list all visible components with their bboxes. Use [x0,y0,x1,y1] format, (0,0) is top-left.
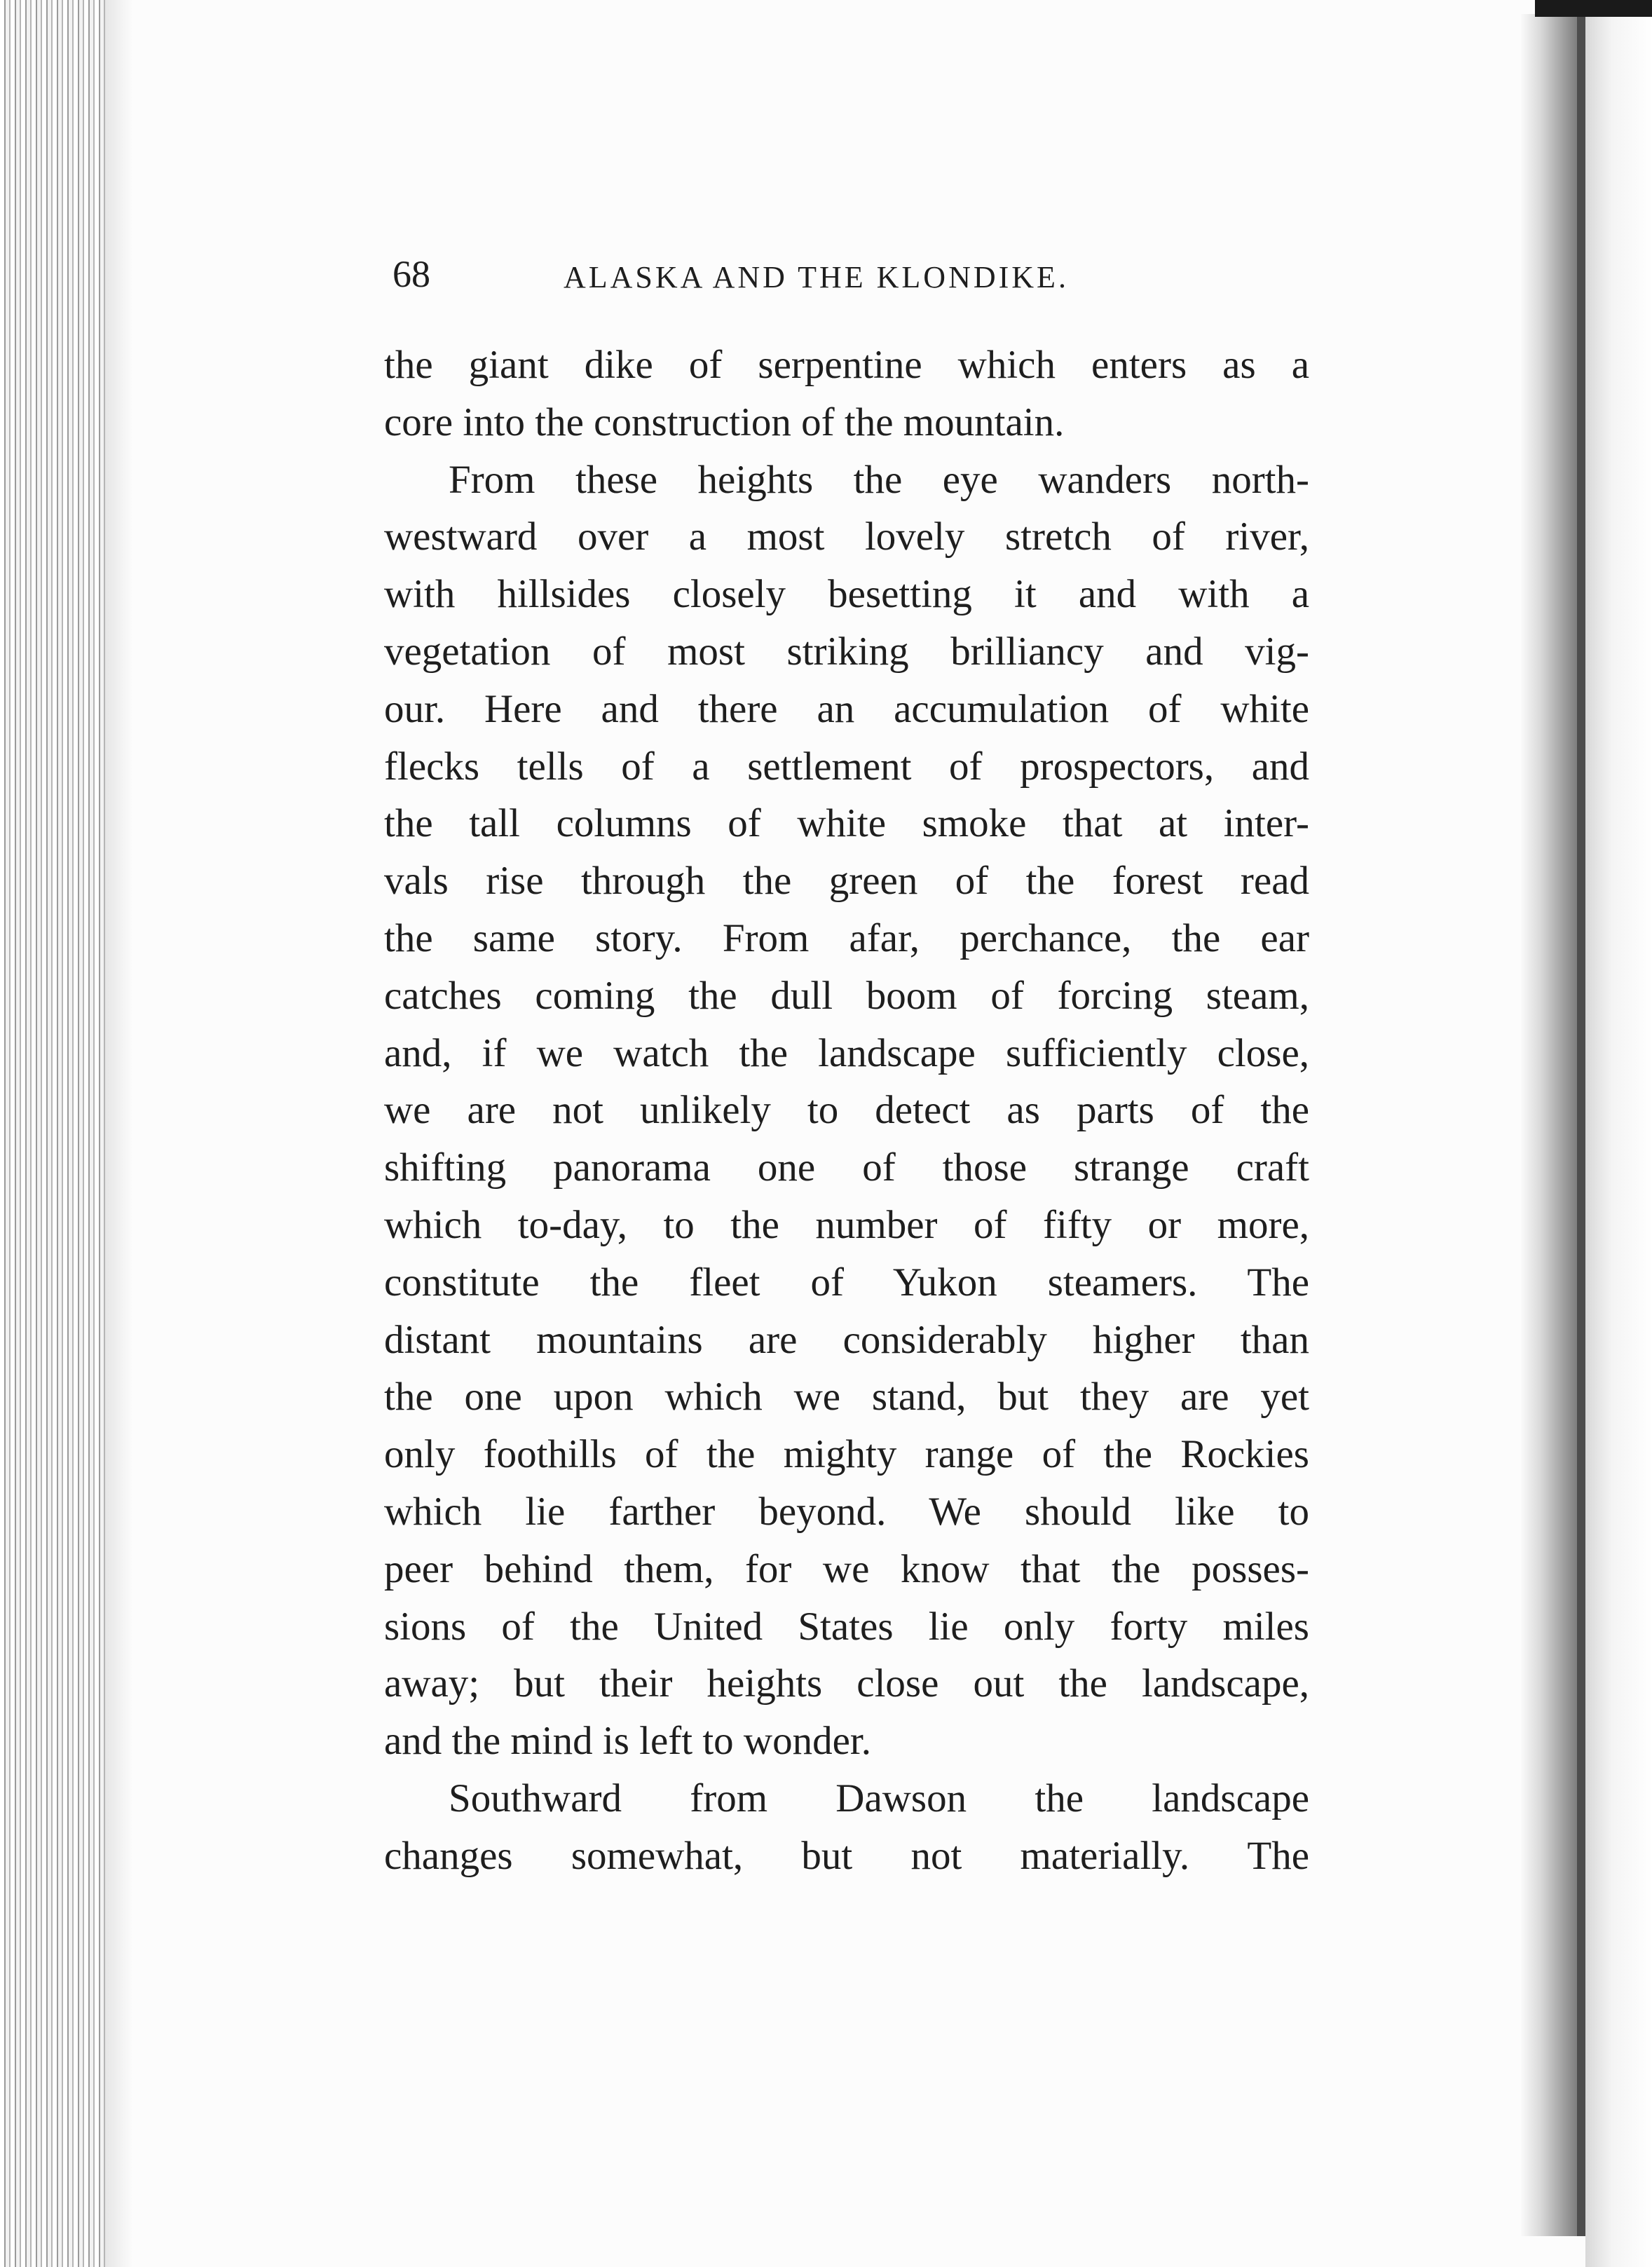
text-line: distant mountains are considerably higher than [384,1317,1309,1362]
text-line: which lie farther beyond. We should like to [384,1489,1309,1534]
scan-border [1535,0,1652,17]
text-line: and, if we watch the landscape sufficiently close, [384,1030,1309,1075]
page-header [392,252,1304,301]
text-line: sions of the United States lie only forty miles [384,1604,1309,1649]
text-line: which to-day, to the number of fifty or more, [384,1202,1309,1247]
text-line: westward over a most lovely stretch of river, [384,515,1309,559]
binding-edge [1577,14,1585,2236]
text-line: vegetation of most striking brilliancy and vig- [384,629,1309,674]
text-line: the tall columns of white smoke that at inter- [384,801,1309,846]
book-page-edges [0,0,105,2267]
body-text [384,336,1309,1885]
text-line: and the mind is left to wonder. [384,1719,871,1764]
text-line: vals rise through the green of the forest read [384,859,1309,904]
text-line: shifting panorama one of those strange craft [384,1145,1309,1190]
page-number: 68 [392,253,430,295]
text-line: the giant dike of serpentine which enters as a [384,343,1309,387]
text-line: only foothills of the mighty range of the Rockies [384,1432,1309,1477]
text-line: the one upon which we stand, but they are yet [384,1375,1309,1420]
text-line: catches coming the dull boom of forcing steam, [384,973,1309,1018]
text-line: flecks tells of a settlement of prospectors, and [384,744,1309,789]
text-line: peer behind them, for we know that the posses- [384,1546,1309,1591]
text-line: our. Here and there an accumulation of white [384,686,1309,731]
text-line: constitute the fleet of Yukon steamers. The [384,1260,1309,1305]
text-line: From these heights the eye wanders north- [449,457,1309,502]
text-line: Southward from Dawson the landscape [449,1776,1309,1820]
running-head: ALASKA AND THE KLONDIKE. [564,260,1069,294]
text-line: changes somewhat, but not materially. The [384,1833,1309,1878]
binding-gutter-shadow [1521,14,1577,2236]
text-line: we are not unlikely to detect as parts of the [384,1088,1309,1133]
text-line: the same story. From afar, perchance, the ear [384,915,1309,960]
text-line: core into the construction of the mountain. [384,400,1065,444]
scan-margin [1585,0,1652,2267]
text-line: with hillsides closely besetting it and with a [384,572,1309,617]
text-line: away; but their heights close out the landscape, [384,1661,1309,1706]
page-shading [105,0,133,2267]
